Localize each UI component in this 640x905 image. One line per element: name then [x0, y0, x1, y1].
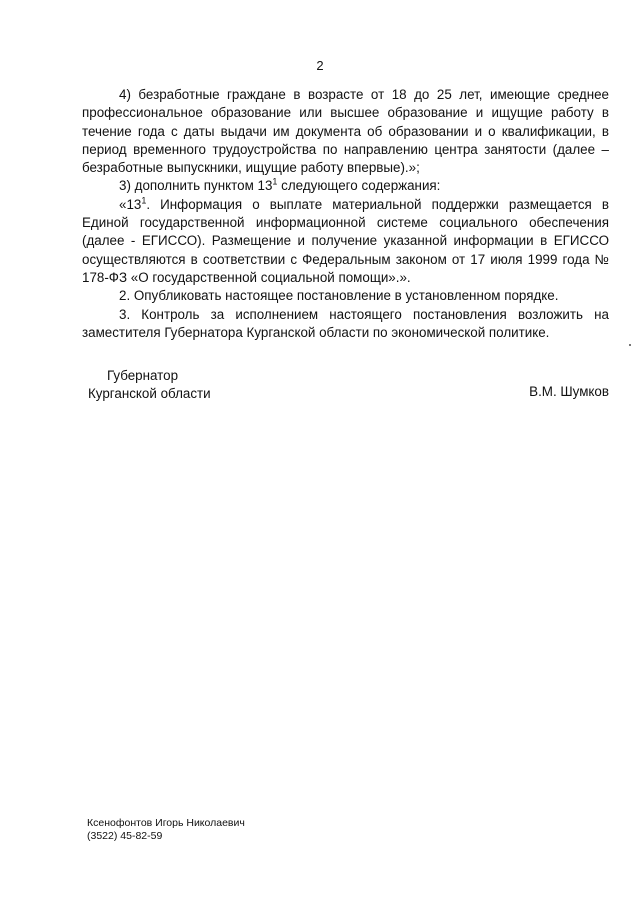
executor-info — [87, 817, 245, 843]
signatory-region: Курганской области — [88, 386, 211, 401]
superscript-one: 1 — [141, 195, 147, 206]
clause-13-1-text: . Информация о выплате материальной поддержки размещается в Единой государственной информационной системе социального обеспечения (далее - ЕГИССО). Размещение и получение указанной информации в ЕГИССО осуществляются в соответствии с Федеральным законом от 17 июля 1999 года № 178-ФЗ «О государственной социальной помощи».». — [82, 196, 609, 285]
paragraph-control: 3. Контроль за исполнением настоящего постановления возложить на заместителя Губернатора Курганской области по экономической политике. — [82, 306, 609, 340]
signatory-position: Губернатор — [107, 368, 179, 383]
page-number: 2 — [316, 58, 324, 73]
signatory-title — [88, 367, 211, 403]
paragraph-unemployed-graduates: 4) безработные граждане в возрасте от 18 до 25 лет, имеющие среднее профессиональное образование или высшее образование и ищущие работу в течение года с даты выдачи им документа об образовании и о квалификации, в период временного трудоустройства по направлению центра занятости (далее – безработные выпускники, ищущие работу впервые).»; — [82, 87, 609, 176]
superscript-one: 1 — [272, 177, 278, 188]
executor-phone: (3522) 45-82-59 — [87, 830, 163, 842]
signatory-name: В.М. Шумков — [529, 384, 609, 399]
document-body — [82, 86, 609, 342]
paragraph-add-clause — [82, 177, 609, 195]
paragraph-publish: 2. Опубликовать настоящее постановление в установленном порядке. — [119, 288, 559, 304]
executor-name: Ксенофонтов Игорь Николаевич — [87, 817, 245, 829]
paragraph-clause-13-1 — [82, 196, 609, 287]
paragraph-add-clause-text: 3) дополнить пунктом 13 — [119, 178, 273, 194]
paragraph-add-clause-tail: следующего содержания: — [277, 178, 441, 194]
margin-mark — [629, 344, 631, 346]
clause-13-1-number: «13 — [119, 196, 142, 212]
